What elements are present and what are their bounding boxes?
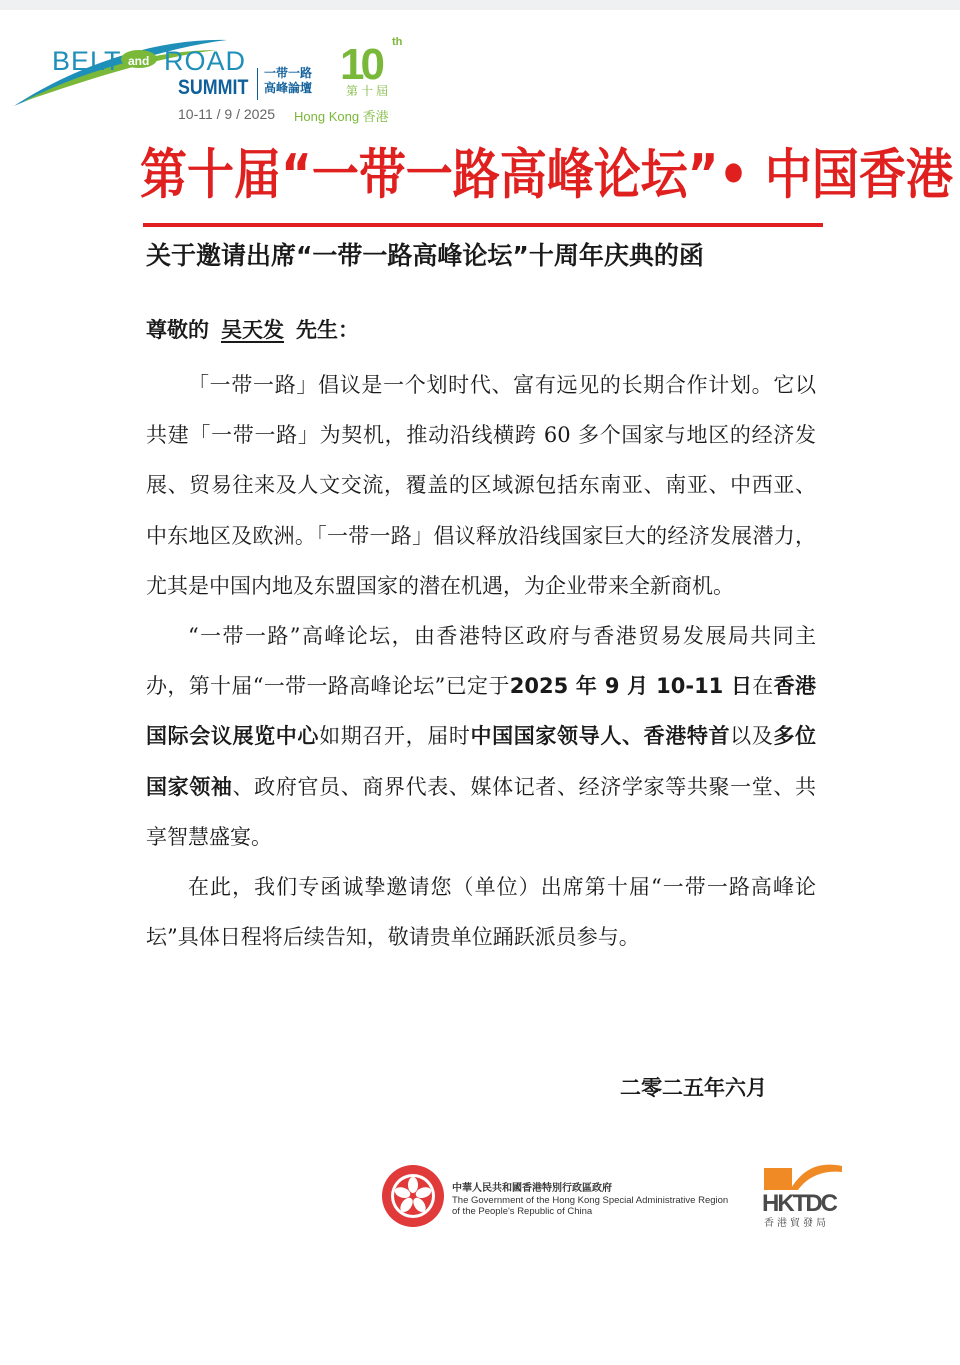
- logo-divider: [257, 68, 258, 100]
- greeting-prefix: 尊敬的: [146, 318, 209, 342]
- p2-text-b: 在: [752, 674, 774, 699]
- logo-city: Hong Kong 香港: [294, 109, 389, 124]
- event-date: 2025 年 9 月 10-11 日: [509, 674, 753, 699]
- logo-edition-number: 10: [340, 40, 381, 89]
- hksar-government-logo: [380, 1163, 740, 1233]
- logo-edition-cn: 第十屆: [346, 84, 392, 98]
- gov-name-en: [452, 1195, 728, 1217]
- hktdc-mark: HKTDC: [762, 1190, 836, 1217]
- logo-cn-line1: 一带一路: [264, 66, 313, 80]
- hktdc-roof-icon: [760, 1162, 844, 1192]
- logo-road-text: ROAD: [164, 46, 247, 76]
- greeting: [146, 312, 359, 348]
- logo-cn-line2: 高峰論壇: [264, 81, 313, 95]
- letter-sub-title: 关于邀请出席“一带一路高峰论坛”十周年庆典的函: [146, 241, 704, 270]
- gov-name-en-line1: The Government of the Hong Kong Special Administrative Region: [452, 1195, 729, 1206]
- p2-text-e: 、政府官员、商界代表、媒体记者、经济学家等共聚一堂、共享智慧盛宴。: [146, 774, 817, 849]
- greeting-suffix: 先生：: [296, 318, 359, 342]
- top-bar: [0, 0, 960, 10]
- logo-and-text: and: [128, 54, 150, 68]
- paragraph-2: [146, 611, 816, 862]
- logo-summit-text: SUMMIT: [178, 76, 249, 99]
- logo-date: 10-11 / 9 / 2025: [178, 106, 276, 122]
- bauhinia-emblem-icon: [380, 1163, 446, 1229]
- gov-name-cn: 中華人民共和國香港特別行政區政府: [452, 1183, 612, 1194]
- p2-text-d: 以及: [730, 724, 774, 749]
- hktdc-logo: [760, 1162, 844, 1232]
- paragraph-3: 在此，我们专函诚挚邀请您（单位）出席第十届“一带一路高峰论坛”具体日程将后续告知，敬请贵单位踊跃派员参与。: [146, 875, 816, 950]
- signature-date: 二零二五年六月: [620, 1076, 767, 1100]
- event-venue: 香港国际会议展览中心: [146, 674, 817, 749]
- title-divider: [143, 223, 823, 227]
- recipient-name: 吴天发: [221, 318, 284, 342]
- p2-text-a: “一带一路”高峰论坛，由香港特区政府与香港贸易发展局共同主办，第十届“一带一路高峰论坛”已定于: [146, 624, 816, 699]
- event-heads: 多位国家领袖: [146, 724, 817, 799]
- logo-cn-text: [264, 66, 324, 96]
- event-leaders: 中国国家领导人、香港特首: [470, 724, 731, 749]
- hktdc-name-cn: 香港貿發局: [764, 1218, 829, 1229]
- letter-body: [146, 360, 816, 962]
- gov-name-en-line2: of the People's Republic of China: [452, 1206, 593, 1217]
- logo-edition-suffix: th: [392, 36, 403, 48]
- paragraph-1: 「一带一路」倡议是一个划时代、富有远见的长期合作计划。它以共建「一带一路」为契机，推动沿线横跨 60 多个国家与地区的经济发展、贸易往来及人文交流，覆盖的区域源包括东南亚、南亚、中西亚、中东地区及欧洲。「一带一路」倡议释放沿线国家巨大的经济发展潜力，尤其是中国内地及东盟国家的潜在机遇，为企业带来全新商机。: [146, 373, 816, 598]
- belt-and-road-summit-logo: [12, 28, 412, 128]
- logo-belt-text: BELT: [52, 46, 122, 76]
- letter-main-title: 第十届“一带一路高峰论坛”• 中国香港: [140, 143, 953, 206]
- p2-text-c: 如期召开，届时: [319, 724, 471, 749]
